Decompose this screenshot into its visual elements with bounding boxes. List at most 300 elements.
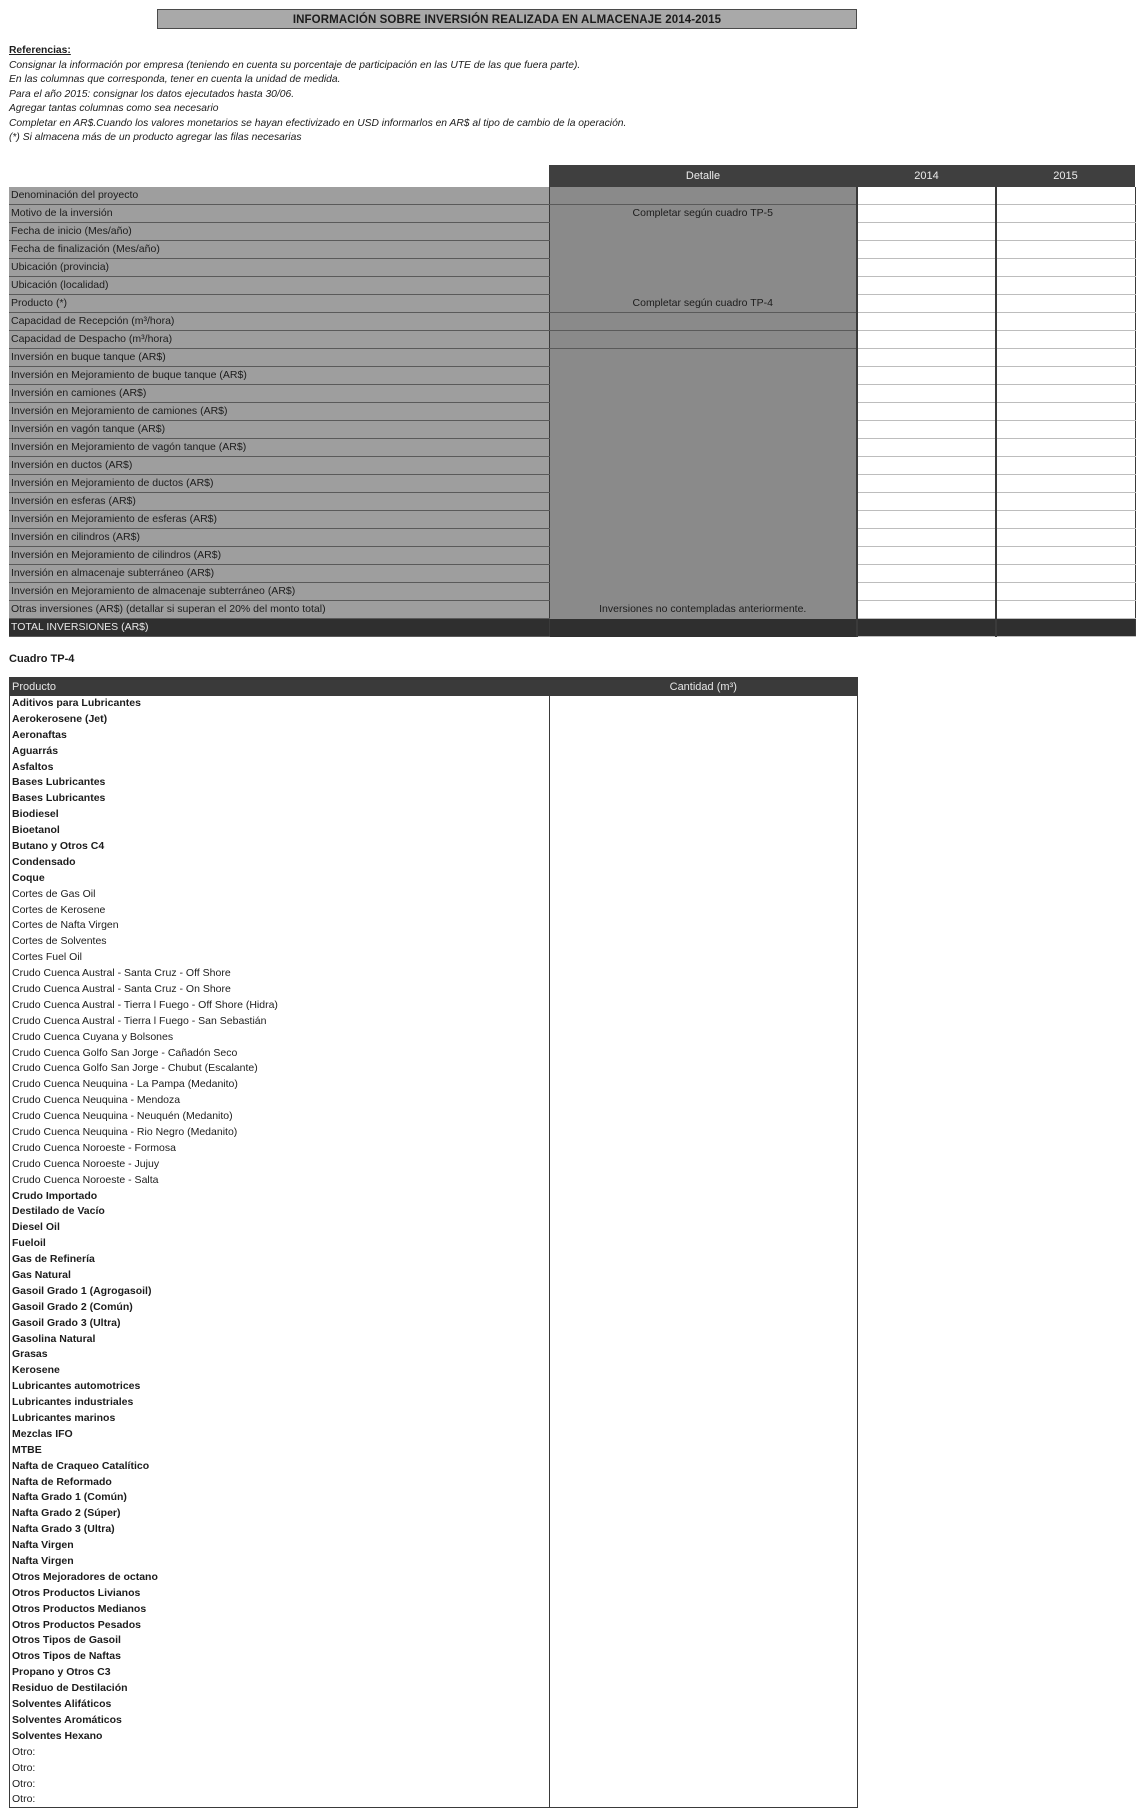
tp4-row — [10, 1061, 858, 1077]
quantity-cell[interactable] — [550, 950, 858, 966]
quantity-cell[interactable] — [550, 1268, 858, 1284]
quantity-cell[interactable] — [550, 1363, 858, 1379]
quantity-cell[interactable] — [550, 1411, 858, 1427]
tp4-row — [10, 1506, 858, 1522]
quantity-cell[interactable] — [550, 1140, 858, 1156]
row-label: Capacidad de Recepción (m³/hora) — [9, 313, 549, 331]
quantity-cell[interactable] — [550, 1474, 858, 1490]
value-cell-2015[interactable] — [996, 439, 1135, 457]
quantity-cell[interactable] — [550, 1760, 858, 1776]
tp4-row — [10, 966, 858, 982]
value-cell-2015[interactable] — [996, 205, 1135, 223]
tp4-row — [10, 759, 858, 775]
quantity-cell[interactable] — [550, 1554, 858, 1570]
row-label: Inversión en camiones (AR$) — [9, 385, 549, 403]
total-row — [9, 619, 1135, 637]
header-year-2014: 2014 — [857, 165, 996, 187]
quantity-cell[interactable] — [550, 1093, 858, 1109]
product-name: Grasas — [10, 1347, 550, 1363]
value-cell-2015[interactable] — [996, 493, 1135, 511]
tp4-row — [10, 1315, 858, 1331]
product-name: Crudo Cuenca Neuquina - Rio Negro (Medanito) — [10, 1125, 550, 1141]
row-label: Ubicación (provincia) — [9, 259, 549, 277]
tp4-row — [10, 1681, 858, 1697]
value-cell-2014[interactable] — [857, 547, 996, 565]
detail-cell — [549, 187, 857, 205]
quantity-cell[interactable] — [550, 934, 858, 950]
value-cell-2014[interactable] — [857, 367, 996, 385]
quantity-cell[interactable] — [550, 1172, 858, 1188]
detail-cell — [549, 349, 857, 367]
value-cell-2015[interactable] — [996, 313, 1135, 331]
product-name: Otros Tipos de Naftas — [10, 1649, 550, 1665]
row-label: Inversión en Mejoramiento de almacenaje subterráneo (AR$) — [9, 583, 549, 601]
row-label: Inversión en Mejoramiento de esferas (AR$) — [9, 511, 549, 529]
quantity-cell[interactable] — [550, 1633, 858, 1649]
row-label: Inversión en buque tanque (AR$) — [9, 349, 549, 367]
detail-cell — [549, 475, 857, 493]
quantity-cell[interactable] — [550, 1077, 858, 1093]
investment-row — [9, 241, 1135, 259]
product-name: Nafta Virgen — [10, 1538, 550, 1554]
tp4-row — [10, 950, 858, 966]
product-name: Residuo de Destilación — [10, 1681, 550, 1697]
product-name: Crudo Cuenca Austral - Tierra l Fuego - San Sebastián — [10, 1013, 550, 1029]
value-cell-2014[interactable] — [857, 223, 996, 241]
value-cell-2014[interactable] — [857, 331, 996, 349]
tp4-row — [10, 1363, 858, 1379]
row-label: Inversión en vagón tanque (AR$) — [9, 421, 549, 439]
value-cell-2015[interactable] — [996, 475, 1135, 493]
tp4-row — [10, 807, 858, 823]
quantity-cell[interactable] — [550, 886, 858, 902]
tp4-row — [10, 1442, 858, 1458]
quantity-cell[interactable] — [550, 1522, 858, 1538]
product-name: Bioetanol — [10, 823, 550, 839]
detail-cell — [549, 619, 857, 637]
quantity-cell[interactable] — [550, 918, 858, 934]
value-cell-2015[interactable] — [996, 403, 1135, 421]
quantity-cell[interactable] — [550, 982, 858, 998]
value-cell-2014[interactable] — [857, 565, 996, 583]
quantity-cell[interactable] — [550, 1220, 858, 1236]
quantity-cell[interactable] — [550, 1045, 858, 1061]
investment-row — [9, 205, 1135, 223]
quantity-cell[interactable] — [550, 1204, 858, 1220]
tp4-row — [10, 1554, 858, 1570]
tp4-row — [10, 1617, 858, 1633]
quantity-cell[interactable] — [550, 1252, 858, 1268]
value-cell-2014[interactable] — [857, 277, 996, 295]
product-name: Coque — [10, 870, 550, 886]
product-name: Cortes de Solventes — [10, 934, 550, 950]
detail-cell — [549, 565, 857, 583]
product-name: Lubricantes industriales — [10, 1395, 550, 1411]
quantity-cell[interactable] — [550, 1792, 858, 1808]
row-label: Denominación del proyecto — [9, 187, 549, 205]
product-name: Solventes Alifáticos — [10, 1697, 550, 1713]
quantity-cell[interactable] — [550, 1347, 858, 1363]
value-cell-2014[interactable] — [857, 493, 996, 511]
tp4-row — [10, 934, 858, 950]
quantity-cell[interactable] — [550, 854, 858, 870]
quantity-cell[interactable] — [550, 1681, 858, 1697]
detail-cell — [549, 583, 857, 601]
value-cell-2014[interactable] — [857, 385, 996, 403]
quantity-cell[interactable] — [550, 1013, 858, 1029]
detail-cell — [549, 331, 857, 349]
detail-cell — [549, 493, 857, 511]
value-cell-2015[interactable] — [996, 349, 1135, 367]
product-name: Otros Mejoradores de octano — [10, 1569, 550, 1585]
value-cell-2015[interactable] — [996, 511, 1135, 529]
quantity-cell[interactable] — [550, 696, 858, 712]
value-cell-2014[interactable] — [857, 205, 996, 223]
tp4-row — [10, 1220, 858, 1236]
row-label: TOTAL INVERSIONES (AR$) — [9, 619, 549, 637]
row-label: Otras inversiones (AR$) (detallar si superan el 20% del monto total) — [9, 601, 549, 619]
tp4-row — [10, 1522, 858, 1538]
quantity-cell[interactable] — [550, 1649, 858, 1665]
product-name: Destilado de Vacío — [10, 1204, 550, 1220]
tp4-row — [10, 743, 858, 759]
product-name: Otro: — [10, 1744, 550, 1760]
quantity-cell[interactable] — [550, 711, 858, 727]
detail-cell — [549, 547, 857, 565]
value-cell-2015[interactable] — [996, 601, 1135, 619]
product-name: Crudo Cuenca Noroeste - Formosa — [10, 1140, 550, 1156]
detail-cell — [549, 457, 857, 475]
tp4-row — [10, 1395, 858, 1411]
detail-cell — [549, 223, 857, 241]
quantity-cell[interactable] — [550, 1426, 858, 1442]
reference-line: Completar en AR$.Cuando los valores monetarios se hayan efectivizado en USD informarlos en AR$ al tipo de cambio de la operación. — [9, 117, 627, 129]
tp4-row — [10, 791, 858, 807]
investment-row — [9, 421, 1135, 439]
value-cell-2014[interactable] — [857, 601, 996, 619]
value-cell-2015[interactable] — [996, 331, 1135, 349]
row-label: Inversión en Mejoramiento de ductos (AR$) — [9, 475, 549, 493]
header-blank — [9, 165, 549, 187]
tp4-row — [10, 870, 858, 886]
quantity-cell[interactable] — [550, 1506, 858, 1522]
row-label: Motivo de la inversión — [9, 205, 549, 223]
quantity-cell[interactable] — [550, 1776, 858, 1792]
tp4-row — [10, 696, 858, 712]
product-name: Gasoil Grado 3 (Ultra) — [10, 1315, 550, 1331]
product-name: Crudo Cuenca Austral - Santa Cruz - Off Shore — [10, 966, 550, 982]
value-cell-2014[interactable] — [857, 421, 996, 439]
detail-cell: Completar según cuadro TP-5 — [549, 205, 857, 223]
detail-cell — [549, 241, 857, 259]
tp4-row — [10, 1728, 858, 1744]
tp4-row — [10, 1299, 858, 1315]
quantity-cell[interactable] — [550, 1728, 858, 1744]
row-label: Fecha de inicio (Mes/año) — [9, 223, 549, 241]
tp4-row — [10, 1792, 858, 1808]
value-cell-2015[interactable] — [996, 367, 1135, 385]
product-name: Cortes de Gas Oil — [10, 886, 550, 902]
product-name: Lubricantes marinos — [10, 1411, 550, 1427]
investment-row — [9, 187, 1135, 205]
value-cell-2014[interactable] — [857, 511, 996, 529]
investment-row — [9, 385, 1135, 403]
tp4-row — [10, 1744, 858, 1760]
product-name: Asfaltos — [10, 759, 550, 775]
value-cell-2015[interactable] — [996, 565, 1135, 583]
quantity-cell[interactable] — [550, 966, 858, 982]
value-cell-2015[interactable] — [996, 295, 1135, 313]
quantity-cell[interactable] — [550, 997, 858, 1013]
tp4-row — [10, 854, 858, 870]
tp4-header-product: Producto — [10, 678, 550, 696]
value-cell-2015[interactable] — [996, 583, 1135, 601]
value-cell-2015[interactable] — [996, 529, 1135, 547]
quantity-cell[interactable] — [550, 1236, 858, 1252]
value-cell-2014[interactable] — [857, 259, 996, 277]
value-cell-2015[interactable] — [996, 457, 1135, 475]
tp4-row — [10, 1490, 858, 1506]
product-name: Otros Productos Medianos — [10, 1601, 550, 1617]
tp4-row — [10, 1411, 858, 1427]
row-label: Producto (*) — [9, 295, 549, 313]
product-name: Gas de Refinería — [10, 1252, 550, 1268]
tp4-row — [10, 1760, 858, 1776]
product-name: Condensado — [10, 854, 550, 870]
quantity-cell[interactable] — [550, 759, 858, 775]
detail-cell — [549, 367, 857, 385]
quantity-cell[interactable] — [550, 1125, 858, 1141]
value-cell-2015[interactable] — [996, 547, 1135, 565]
references-heading: Referencias: — [9, 45, 71, 56]
investment-row — [9, 547, 1135, 565]
value-cell-2014[interactable] — [857, 187, 996, 205]
product-name: Gasolina Natural — [10, 1331, 550, 1347]
quantity-cell[interactable] — [550, 1713, 858, 1729]
investment-row — [9, 529, 1135, 547]
detail-cell — [549, 259, 857, 277]
quantity-cell[interactable] — [550, 1109, 858, 1125]
tp4-row — [10, 1029, 858, 1045]
investment-row — [9, 295, 1135, 313]
quantity-cell[interactable] — [550, 727, 858, 743]
tp4-row — [10, 1649, 858, 1665]
value-cell-2015[interactable] — [996, 385, 1135, 403]
tp4-row — [10, 1601, 858, 1617]
product-name: Butano y Otros C4 — [10, 839, 550, 855]
investment-row — [9, 583, 1135, 601]
product-name: Crudo Cuenca Neuquina - Mendoza — [10, 1093, 550, 1109]
product-name: Crudo Cuenca Golfo San Jorge - Chubut (Escalante) — [10, 1061, 550, 1077]
product-name: Otro: — [10, 1792, 550, 1808]
tp4-row — [10, 1713, 858, 1729]
tp4-table — [9, 677, 858, 1808]
quantity-cell[interactable] — [550, 1188, 858, 1204]
product-name: Nafta Grado 3 (Ultra) — [10, 1522, 550, 1538]
quantity-cell[interactable] — [550, 839, 858, 855]
row-label: Fecha de finalización (Mes/año) — [9, 241, 549, 259]
tp4-row — [10, 1331, 858, 1347]
quantity-cell[interactable] — [550, 807, 858, 823]
tp4-row — [10, 1188, 858, 1204]
product-name: Cortes de Kerosene — [10, 902, 550, 918]
investment-row — [9, 277, 1135, 295]
tp4-row — [10, 1426, 858, 1442]
value-cell-2015[interactable] — [996, 259, 1135, 277]
investment-row — [9, 457, 1135, 475]
product-name: Nafta de Craqueo Catalítico — [10, 1458, 550, 1474]
investment-table — [9, 165, 1136, 637]
quantity-cell[interactable] — [550, 1331, 858, 1347]
quantity-cell[interactable] — [550, 823, 858, 839]
quantity-cell[interactable] — [550, 1315, 858, 1331]
tp4-row — [10, 1045, 858, 1061]
product-name: Propano y Otros C3 — [10, 1665, 550, 1681]
product-name: Nafta Grado 1 (Común) — [10, 1490, 550, 1506]
product-name: Crudo Cuenca Austral - Santa Cruz - On Shore — [10, 982, 550, 998]
tp4-row — [10, 1140, 858, 1156]
product-name: MTBE — [10, 1442, 550, 1458]
quantity-cell[interactable] — [550, 1395, 858, 1411]
product-name: Nafta de Reformado — [10, 1474, 550, 1490]
quantity-cell[interactable] — [550, 791, 858, 807]
quantity-cell[interactable] — [550, 1585, 858, 1601]
investment-row — [9, 439, 1135, 457]
quantity-cell[interactable] — [550, 870, 858, 886]
tp4-row — [10, 775, 858, 791]
tp4-row — [10, 886, 858, 902]
tp4-row — [10, 727, 858, 743]
page-title: INFORMACIÓN SOBRE INVERSIÓN REALIZADA EN ALMACENAJE 2014-2015 — [157, 9, 857, 29]
quantity-cell[interactable] — [550, 902, 858, 918]
investment-row — [9, 331, 1135, 349]
investment-row — [9, 511, 1135, 529]
tp4-row — [10, 1268, 858, 1284]
detail-cell — [549, 313, 857, 331]
quantity-cell[interactable] — [550, 1601, 858, 1617]
tp4-row — [10, 1109, 858, 1125]
value-cell-2015[interactable] — [996, 223, 1135, 241]
quantity-cell[interactable] — [550, 1458, 858, 1474]
product-name: Cortes de Nafta Virgen — [10, 918, 550, 934]
header-year-2015: 2015 — [996, 165, 1135, 187]
value-cell-2015[interactable] — [996, 277, 1135, 295]
reference-line: Para el año 2015: consignar los datos ejecutados hasta 30/06. — [9, 88, 295, 100]
tp4-row — [10, 823, 858, 839]
product-name: Bases Lubricantes — [10, 791, 550, 807]
investment-row — [9, 475, 1135, 493]
tp4-row — [10, 982, 858, 998]
product-name: Otros Productos Pesados — [10, 1617, 550, 1633]
quantity-cell[interactable] — [550, 743, 858, 759]
product-name: Otro: — [10, 1760, 550, 1776]
quantity-cell[interactable] — [550, 1379, 858, 1395]
value-cell-2014 — [857, 619, 996, 637]
product-name: Kerosene — [10, 1363, 550, 1379]
product-name: Crudo Cuenca Noroeste - Salta — [10, 1172, 550, 1188]
row-label: Inversión en Mejoramiento de buque tanque (AR$) — [9, 367, 549, 385]
value-cell-2014[interactable] — [857, 313, 996, 331]
product-name: Otros Productos Livianos — [10, 1585, 550, 1601]
row-label: Inversión en esferas (AR$) — [9, 493, 549, 511]
value-cell-2014[interactable] — [857, 349, 996, 367]
detail-cell — [549, 385, 857, 403]
product-name: Cortes Fuel Oil — [10, 950, 550, 966]
value-cell-2015[interactable] — [996, 187, 1135, 205]
quantity-cell[interactable] — [550, 775, 858, 791]
reference-line: En las columnas que corresponda, tener en cuenta la unidad de medida. — [9, 74, 341, 85]
value-cell-2015[interactable] — [996, 241, 1135, 259]
product-name: Crudo Cuenca Cuyana y Bolsones — [10, 1029, 550, 1045]
product-name: Lubricantes automotrices — [10, 1379, 550, 1395]
quantity-cell[interactable] — [550, 1299, 858, 1315]
value-cell-2014[interactable] — [857, 295, 996, 313]
tp4-row — [10, 902, 858, 918]
value-cell-2014[interactable] — [857, 403, 996, 421]
tp4-row — [10, 1283, 858, 1299]
tp4-title: Cuadro TP-4 — [9, 653, 75, 665]
reference-line: (*) Si almacena más de un producto agregar las filas necesarias — [9, 132, 302, 143]
quantity-cell[interactable] — [550, 1744, 858, 1760]
product-name: Bases Lubricantes — [10, 775, 550, 791]
product-name: Solventes Aromáticos — [10, 1713, 550, 1729]
value-cell-2014[interactable] — [857, 529, 996, 547]
tp4-row — [10, 1569, 858, 1585]
quantity-cell[interactable] — [550, 1697, 858, 1713]
detail-cell: Completar según cuadro TP-4 — [549, 295, 857, 313]
value-cell-2015[interactable] — [996, 421, 1135, 439]
tp4-row — [10, 1633, 858, 1649]
quantity-cell[interactable] — [550, 1665, 858, 1681]
quantity-cell[interactable] — [550, 1156, 858, 1172]
product-name: Nafta Grado 2 (Súper) — [10, 1506, 550, 1522]
product-name: Otro: — [10, 1776, 550, 1792]
quantity-cell[interactable] — [550, 1029, 858, 1045]
quantity-cell[interactable] — [550, 1617, 858, 1633]
value-cell-2014[interactable] — [857, 241, 996, 259]
quantity-cell[interactable] — [550, 1283, 858, 1299]
product-name: Gasoil Grado 2 (Común) — [10, 1299, 550, 1315]
tp4-row — [10, 1379, 858, 1395]
tp4-row — [10, 1204, 858, 1220]
product-name: Diesel Oil — [10, 1220, 550, 1236]
tp4-row — [10, 1093, 858, 1109]
row-label: Inversión en ductos (AR$) — [9, 457, 549, 475]
quantity-cell[interactable] — [550, 1538, 858, 1554]
value-cell-2014[interactable] — [857, 583, 996, 601]
investment-row — [9, 565, 1135, 583]
tp4-row — [10, 1665, 858, 1681]
tp4-row — [10, 1474, 858, 1490]
quantity-cell[interactable] — [550, 1442, 858, 1458]
investment-row — [9, 313, 1135, 331]
value-cell-2014[interactable] — [857, 475, 996, 493]
investment-row — [9, 367, 1135, 385]
tp4-row — [10, 1125, 858, 1141]
quantity-cell[interactable] — [550, 1569, 858, 1585]
tp4-row — [10, 1236, 858, 1252]
quantity-cell[interactable] — [550, 1061, 858, 1077]
value-cell-2014[interactable] — [857, 439, 996, 457]
product-name: Fueloil — [10, 1236, 550, 1252]
tp4-row — [10, 1697, 858, 1713]
quantity-cell[interactable] — [550, 1490, 858, 1506]
detail-cell — [549, 421, 857, 439]
value-cell-2014[interactable] — [857, 457, 996, 475]
references — [9, 44, 909, 146]
product-name: Mezclas IFO — [10, 1426, 550, 1442]
product-name: Gas Natural — [10, 1268, 550, 1284]
